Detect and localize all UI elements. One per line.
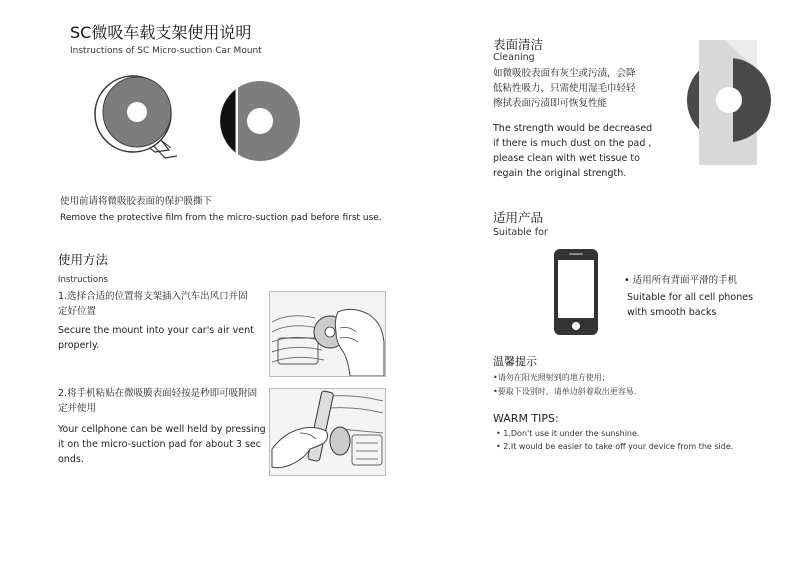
step2-en-line2: it on the micro-suction pad for about 3 sec [58, 439, 261, 450]
suitable-heading-en: Suitable for [493, 227, 548, 238]
pad-film-illustration [215, 78, 305, 168]
pad-center-hole [716, 87, 742, 113]
step1-cn-line1: 1.选择合适的位置将支架插入汽车出风口并固 [58, 291, 248, 302]
cleaning-illustration [685, 40, 775, 165]
step2-en-line1: Your cellphone can be well held by pressing [58, 424, 266, 435]
suitable-cn: • 适用所有背面平滑的手机 [624, 275, 738, 286]
page-title: SC微吸车载支架使用说明 [70, 23, 252, 42]
cleaning-en-line2: if there is much dust on the pad , [493, 138, 652, 149]
tips-heading-cn: 温馨提示 [493, 355, 537, 368]
step2-cn-line1: 2.将手机粘贴在微吸膜表面轻按是秒即可吸附固 [58, 388, 258, 399]
tips-cn-2: •要取下设别时，请单边斜着取出更容易. [493, 387, 637, 396]
cleaning-en-line4: regain the original strength. [493, 168, 627, 179]
phone-icon [553, 248, 599, 336]
step1-cn-line2: 定好位置 [58, 306, 97, 317]
peeling-film-edge [220, 90, 235, 152]
mount-illustration [85, 70, 195, 165]
cleaning-cn-line2: 低粘性吸力，只需使用湿毛巾轻轻 [493, 83, 636, 94]
cleaning-heading-cn: 表面清洁 [493, 37, 544, 52]
pad-center-hole [247, 108, 273, 134]
suitable-en-line2: with smooth backs [627, 307, 717, 318]
phone-screen [558, 260, 594, 318]
pad-center-hole [127, 102, 147, 122]
step2-cn-line2: 定并使用 [58, 403, 97, 414]
tips-cn-1: •请勿在阳光照射到的地方使用； [493, 373, 610, 382]
step1-en-line2: properly. [58, 340, 100, 351]
step2-en-line3: onds. [58, 454, 84, 465]
mount-icon [330, 427, 350, 455]
cleaning-en-line3: please clean with wet tissue to [493, 153, 640, 164]
step1-en-line1: Secure the mount into your car's air vent [58, 325, 254, 336]
step1-photo [269, 291, 386, 377]
step2-photo [269, 388, 386, 476]
home-button-icon [572, 322, 580, 330]
suitable-en-line1: Suitable for all cell phones [627, 292, 754, 303]
film-note-en: Remove the protective film from the micro-suction pad before first use. [60, 213, 382, 223]
cleaning-cn-line3: 擦拭表面污渍即可恢复性能 [493, 98, 608, 109]
tips-en-2: • 2.It would be easier to take off your device from the side. [496, 442, 734, 451]
page-subtitle: Instructions of SC Micro-suction Car Mount [70, 46, 262, 56]
cleaning-cn-line1: 如微吸胶表面有灰尘或污渍，会降 [493, 68, 636, 79]
tips-en-1: • 1.Don't use it under the sunshine. [496, 429, 640, 438]
usage-heading-cn: 使用方法 [58, 252, 109, 267]
film-note-cn: 使用前请将微吸胶表面的保护膜撕下 [60, 196, 213, 207]
cleaning-en-line1: The strength would be decreased [493, 123, 653, 134]
suitable-heading-cn: 适用产品 [493, 210, 544, 225]
tips-heading-en: WARM TIPS: [493, 412, 559, 425]
cleaning-heading-en: Cleaning [493, 52, 535, 63]
usage-heading-en: Instructions [58, 275, 108, 285]
